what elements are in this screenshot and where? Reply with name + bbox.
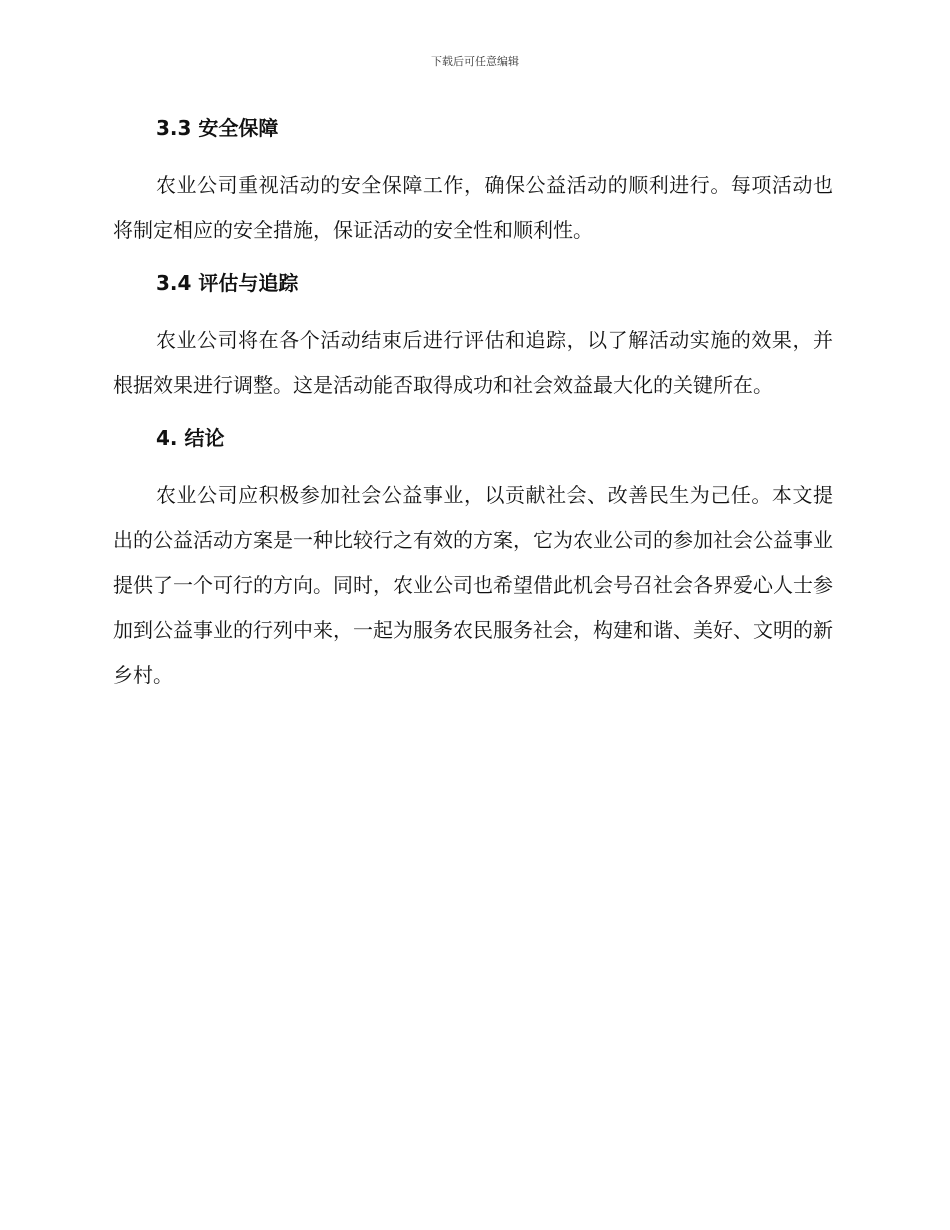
header-note: 下载后可任意编辑 [431, 55, 519, 68]
section-heading-safety: 3.3 安全保障 [156, 116, 279, 140]
document-body [113, 112, 833, 712]
section-safety [113, 112, 833, 253]
section-heading-evaluation: 3.4 评估与追踪 [156, 271, 299, 295]
section-evaluation [113, 267, 833, 408]
paragraph-safety: 农业公司重视活动的安全保障工作，确保公益活动的顺利进行。每项活动也将制定相应的安全措施，保证活动的安全性和顺利性。 [113, 173, 833, 242]
section-conclusion [113, 422, 833, 698]
paragraph-conclusion: 农业公司应积极参加社会公益事业，以贡献社会、改善民生为己任。本文提出的公益活动方案是一种比较行之有效的方案，它为农业公司的参加社会公益事业提供了一个可行的方向。同时，农业公司也希望借此机会号召社会各界爱心人士参加到公益事业的行列中来，一起为服务农民服务社会，构建和谐、美好、文明的新乡村。 [113, 483, 833, 687]
paragraph-evaluation: 农业公司将在各个活动结束后进行评估和追踪，以了解活动实施的效果，并根据效果进行调整。这是活动能否取得成功和社会效益最大化的关键所在。 [113, 328, 833, 397]
section-heading-conclusion: 4. 结论 [156, 426, 225, 450]
